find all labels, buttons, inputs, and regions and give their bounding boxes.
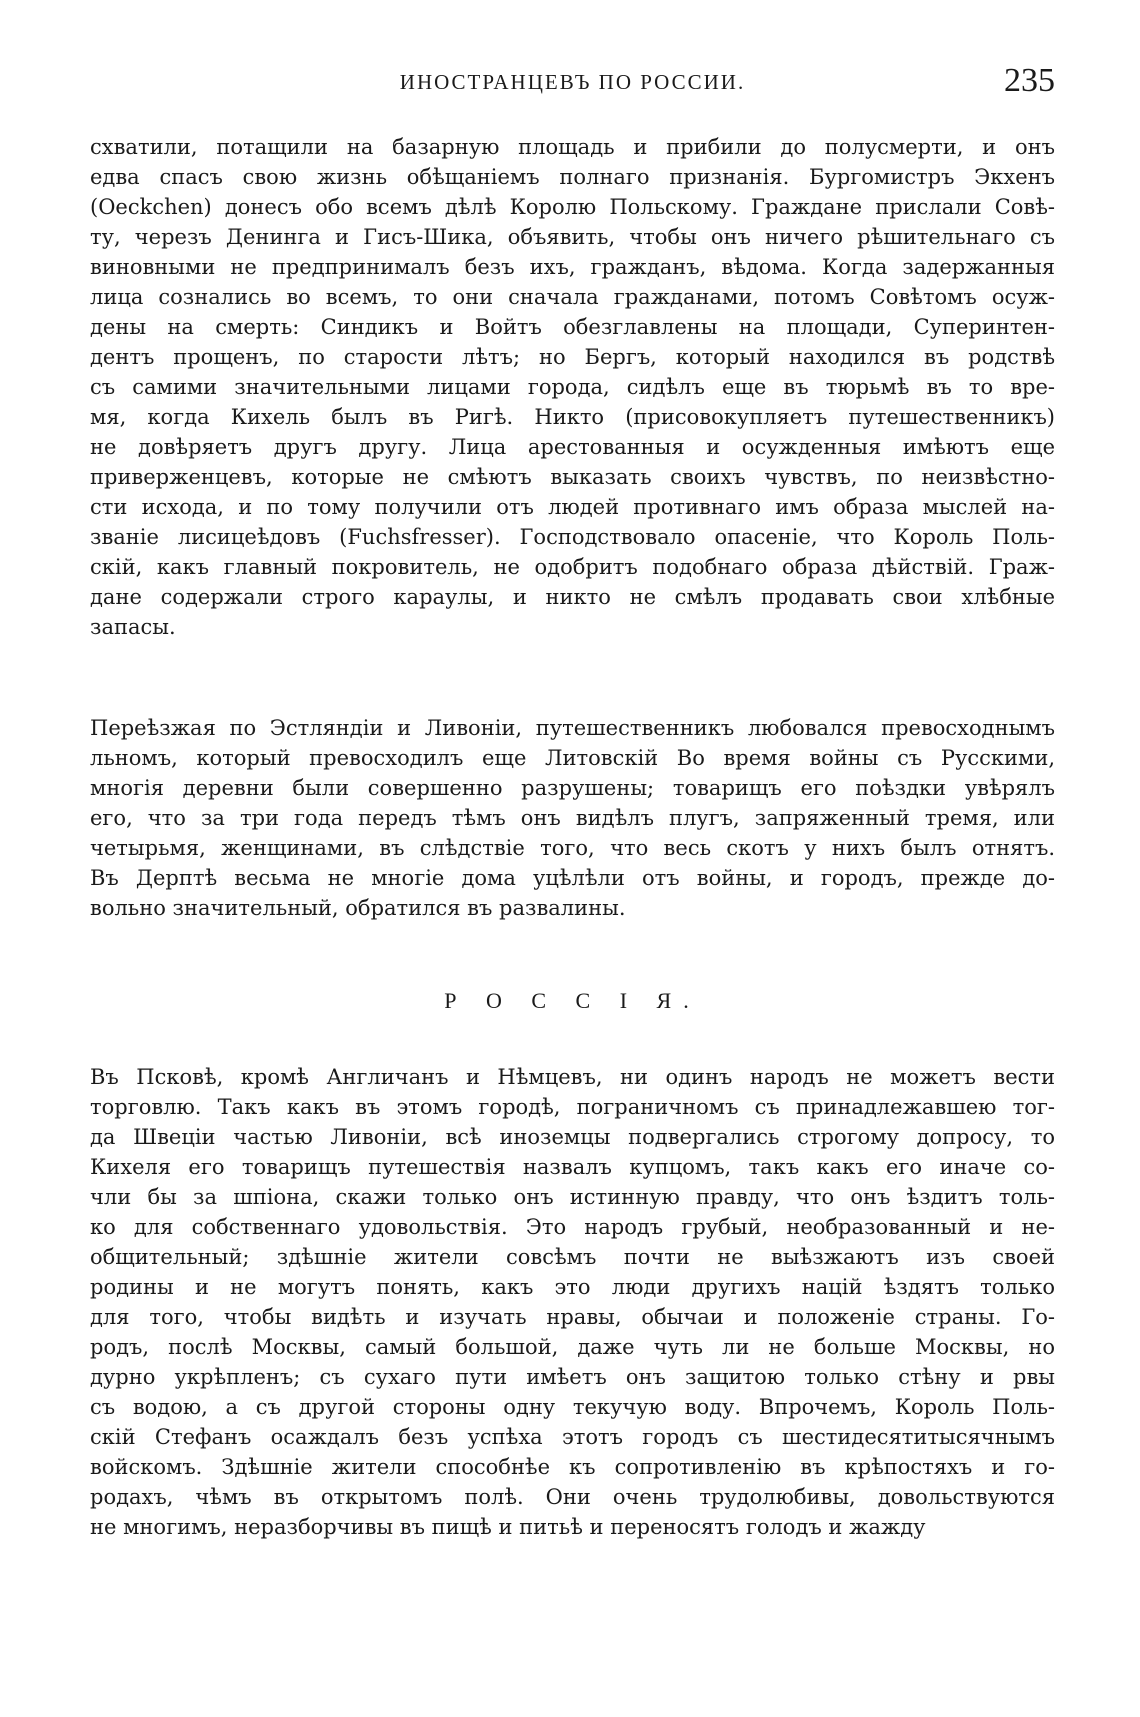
text-line: мя, когда Кихель былъ въ Ригѣ. Никто (присовокупляетъ путешественникъ) (90, 405, 1055, 429)
text-line: сти исхода, и по тому получили отъ людей противнаго имъ образа мыслей на- (90, 495, 1055, 519)
text-line: дентъ прощенъ, по старости лѣтъ; но Бергъ, который находился въ родствѣ (90, 345, 1055, 369)
text-line: скій, какъ главный покровитель, не одобритъ подобнаго образа дѣйствій. Граж- (90, 555, 1055, 579)
text-line: схватили, потащили на базарную площадь и прибили до полусмерти, и онъ (90, 135, 1055, 159)
text-line: лица сознались во всемъ, то они сначала гражданами, потомъ Совѣтомъ осуж- (90, 285, 1055, 309)
paragraph-3 (90, 1062, 1055, 1542)
text-line: торговлю. Такъ какъ въ этомъ городѣ, пограничномъ съ принадлежавшею тог- (90, 1095, 1055, 1119)
page-number: 235 (1004, 62, 1055, 99)
text-line: общительный; здѣшніе жители совсѣмъ почти не выѣзжаютъ изъ своей (90, 1245, 1055, 1269)
text-line: Переѣзжая по Эстляндіи и Ливоніи, путешественникъ любовался превосходнымъ (90, 716, 1055, 740)
text-line: съ самими значительными лицами города, сидѣлъ еще въ тюрьмѣ въ то вре- (90, 375, 1055, 399)
section-heading: Р О С С І Я. (444, 988, 701, 1013)
text-line: ко для собственнаго удовольствія. Это народъ грубый, необразованный и не- (90, 1215, 1055, 1239)
text-line: дане содержали строго караулы, и никто не смѣлъ продавать свои хлѣбные (90, 585, 1055, 609)
running-title: ИНОСТРАНЦЕВЪ ПО РОССИИ. (399, 70, 746, 94)
text-line: не довѣряетъ другъ другу. Лица арестованныя и осужденныя имѣютъ еще (90, 435, 1055, 459)
text-line: льномъ, который превосходилъ еще Литовскій Во время войны съ Русскими, (90, 746, 1055, 770)
text-line: дены на смерть: Синдикъ и Войтъ обезглавлены на площади, Суперинтен- (90, 315, 1055, 339)
text-line: чли бы за шпіона, скажи только онъ истинную правду, что онъ ѣздитъ толь- (90, 1185, 1055, 1209)
text-line: дурно укрѣпленъ; съ сухаго пути имѣетъ онъ защитою только стѣну и рвы (90, 1365, 1055, 1389)
text-line: виновными не предпринималъ безъ ихъ, гражданъ, вѣдома. Когда задержанныя (90, 255, 1055, 279)
running-head (90, 62, 1055, 102)
text-line: съ водою, а съ другой стороны одну текучую воду. Впрочемъ, Король Поль- (90, 1395, 1055, 1419)
text-line: скій Стефанъ осаждалъ безъ успѣха этотъ городъ съ шестидесятитысячнымъ (90, 1425, 1055, 1449)
text-line: да Швеціи частью Ливоніи, всѣ иноземцы подвергались строгому допросу, то (90, 1125, 1055, 1149)
paragraph-1 (90, 132, 1055, 642)
text-line: ту, черезъ Денинга и Гисъ-Шика, объявить, чтобы онъ ничего рѣшительнаго съ (90, 225, 1055, 249)
text-line: родины и не могутъ понять, какъ это люди другихъ націй ѣздятъ только (90, 1275, 1055, 1299)
text-line: для того, чтобы видѣть и изучать нравы, обычаи и положеніе страны. Го- (90, 1305, 1055, 1329)
text-line: многія деревни были совершенно разрушены; товарищъ его поѣздки увѣрялъ (90, 776, 1055, 800)
paragraph-2 (90, 713, 1055, 923)
text-line: родахъ, чѣмъ въ открытомъ полѣ. Они очень трудолюбивы, довольствуются (90, 1485, 1055, 1509)
text-line: его, что за три года передъ тѣмъ онъ видѣлъ плугъ, запряженный тремя, или (90, 806, 1055, 830)
text-line: (Oeckchen) донесъ обо всемъ дѣлѣ Королю Польскому. Граждане прислали Совѣ- (90, 195, 1055, 219)
text-line: родъ, послѣ Москвы, самый большой, даже чуть ли не больше Москвы, но (90, 1335, 1055, 1359)
text-line: запасы. (90, 615, 176, 639)
text-line: Въ Дерптѣ весьма не многіе дома уцѣлѣли отъ войны, и городъ, прежде до- (90, 866, 1055, 890)
text-line: не многимъ, неразборчивы въ пищѣ и питьѣ и переносятъ голодъ и жажду (90, 1515, 926, 1539)
text-line: войскомъ. Здѣшніе жители способнѣе къ сопротивленію въ крѣпостяхъ и го- (90, 1455, 1055, 1479)
text-line: едва спасъ свою жизнь обѣщаніемъ полнаго признанія. Бургомистръ Экхенъ (90, 165, 1055, 189)
text-line: званіе лисицеѣдовъ (Fuchsfresser). Господствовало опасеніе, что Король Поль- (90, 525, 1055, 549)
text-line: Въ Псковѣ, кромѣ Англичанъ и Нѣмцевъ, ни одинъ народъ не можетъ вести (90, 1065, 1055, 1089)
text-line: Кихеля его товарищъ путешествія назвалъ купцомъ, такъ какъ его иначе со- (90, 1155, 1055, 1179)
text-line: вольно значительный, обратился въ развалины. (90, 896, 626, 920)
text-line: приверженцевъ, которые не смѣютъ выказать своихъ чувствъ, по неизвѣстно- (90, 465, 1055, 489)
text-line: четырьмя, женщинами, въ слѣдствіе того, что весь скотъ у нихъ былъ отнятъ. (90, 836, 1055, 860)
